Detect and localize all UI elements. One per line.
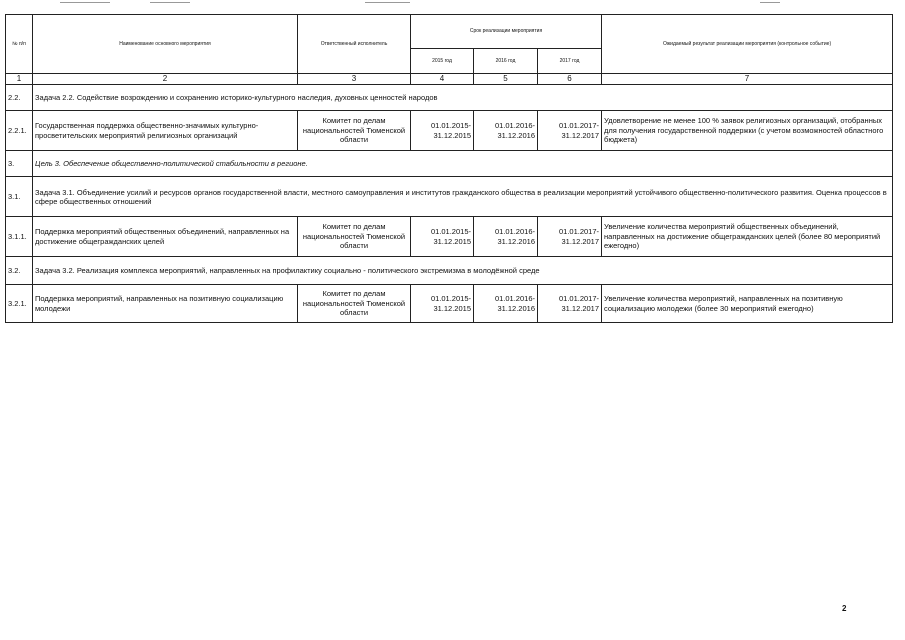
- date-2017: 01.01.2017-31.12.2017: [538, 111, 602, 151]
- column-number: 7: [602, 74, 893, 85]
- activity-name: Поддержка мероприятий, направленных на позитивную социализацию молодежи: [33, 285, 298, 323]
- expected-result: Удовлетворение не менее 100 % заявок религиозных организаций, отобранных для получения государственной поддержки (с учетом возможностей областного бюджета): [602, 111, 893, 151]
- header-year-2015: 2015 год: [411, 48, 474, 73]
- date-2015: 01.01.2015-31.12.2015: [411, 217, 474, 257]
- table-row: [6, 177, 893, 217]
- header-row: [6, 15, 893, 49]
- task-heading: Задача 3.2. Реализация комплекса мероприятий, направленных на профилактику социально - политического экстремизма в молодёжной среде: [33, 257, 893, 285]
- task-heading: Задача 2.2. Содействие возрождению и сохранению историко-культурного наследия, духовных ценностей народов: [33, 85, 893, 111]
- row-number: 3.2.: [6, 257, 33, 285]
- scan-artifact: [60, 2, 110, 3]
- date-2016: 01.01.2016-31.12.2016: [474, 285, 538, 323]
- date-2017: 01.01.2017-31.12.2017: [538, 285, 602, 323]
- date-2015: 01.01.2015-31.12.2015: [411, 285, 474, 323]
- column-number-row: [6, 74, 893, 85]
- goal-heading: Цель 3. Обеспечение общественно-политической стабильности в регионе.: [33, 151, 893, 177]
- table-row: [6, 257, 893, 285]
- column-number: 6: [538, 74, 602, 85]
- responsible-executor: Комитет по делам национальностей Тюменской области: [298, 285, 411, 323]
- date-2017: 01.01.2017-31.12.2017: [538, 217, 602, 257]
- expected-result: Увеличение количества мероприятий, направленных на позитивную социализацию молодежи (более 30 мероприятий ежегодно): [602, 285, 893, 323]
- row-number: 3.: [6, 151, 33, 177]
- scan-artifact: [365, 2, 410, 3]
- table-row: [6, 85, 893, 111]
- page-number: 2: [842, 604, 847, 613]
- column-number: 5: [474, 74, 538, 85]
- scan-artifact: [150, 2, 190, 3]
- activity-plan-table: [5, 14, 893, 323]
- column-number: 1: [6, 74, 33, 85]
- column-number: 2: [33, 74, 298, 85]
- header-num: № п/п: [6, 15, 33, 74]
- table-row: [6, 285, 893, 323]
- date-2016: 01.01.2016-31.12.2016: [474, 217, 538, 257]
- header-name: Наименование основного мероприятия: [33, 15, 298, 74]
- column-number: 4: [411, 74, 474, 85]
- header-period: Срок реализации мероприятия: [411, 15, 602, 49]
- header-year-2016: 2016 год: [474, 48, 538, 73]
- responsible-executor: Комитет по делам национальностей Тюменской области: [298, 217, 411, 257]
- header-executor: Ответственный исполнитель: [298, 15, 411, 74]
- scan-artifact: [760, 2, 780, 3]
- row-number: 3.1.1.: [6, 217, 33, 257]
- task-heading: Задача 3.1. Объединение усилий и ресурсов органов государственной власти, местного самоуправления и институтов гражданского общества в реализации мероприятий устойчивого общественно-политического развития. Оценка процессов в сфере общественных отношений: [33, 177, 893, 217]
- column-number: 3: [298, 74, 411, 85]
- activity-name: Поддержка мероприятий общественных объединений, направленных на достижение общегражданских целей: [33, 217, 298, 257]
- row-number: 2.2.: [6, 85, 33, 111]
- header-year-2017: 2017 год: [538, 48, 602, 73]
- activity-name: Государственная поддержка общественно-значимых культурно-просветительских мероприятий религиозных организаций: [33, 111, 298, 151]
- row-number: 3.2.1.: [6, 285, 33, 323]
- row-number: 3.1.: [6, 177, 33, 217]
- table-row: [6, 111, 893, 151]
- responsible-executor: Комитет по делам национальностей Тюменской области: [298, 111, 411, 151]
- header-result: Ожидаемый результат реализации мероприятия (контрольное событие): [602, 15, 893, 74]
- row-number: 2.2.1.: [6, 111, 33, 151]
- table-row: [6, 151, 893, 177]
- date-2016: 01.01.2016-31.12.2016: [474, 111, 538, 151]
- expected-result: Увеличение количества мероприятий общественных объединений, направленных на достижение общегражданских целей (более 80 мероприятий ежегодно): [602, 217, 893, 257]
- date-2015: 01.01.2015-31.12.2015: [411, 111, 474, 151]
- table-row: [6, 217, 893, 257]
